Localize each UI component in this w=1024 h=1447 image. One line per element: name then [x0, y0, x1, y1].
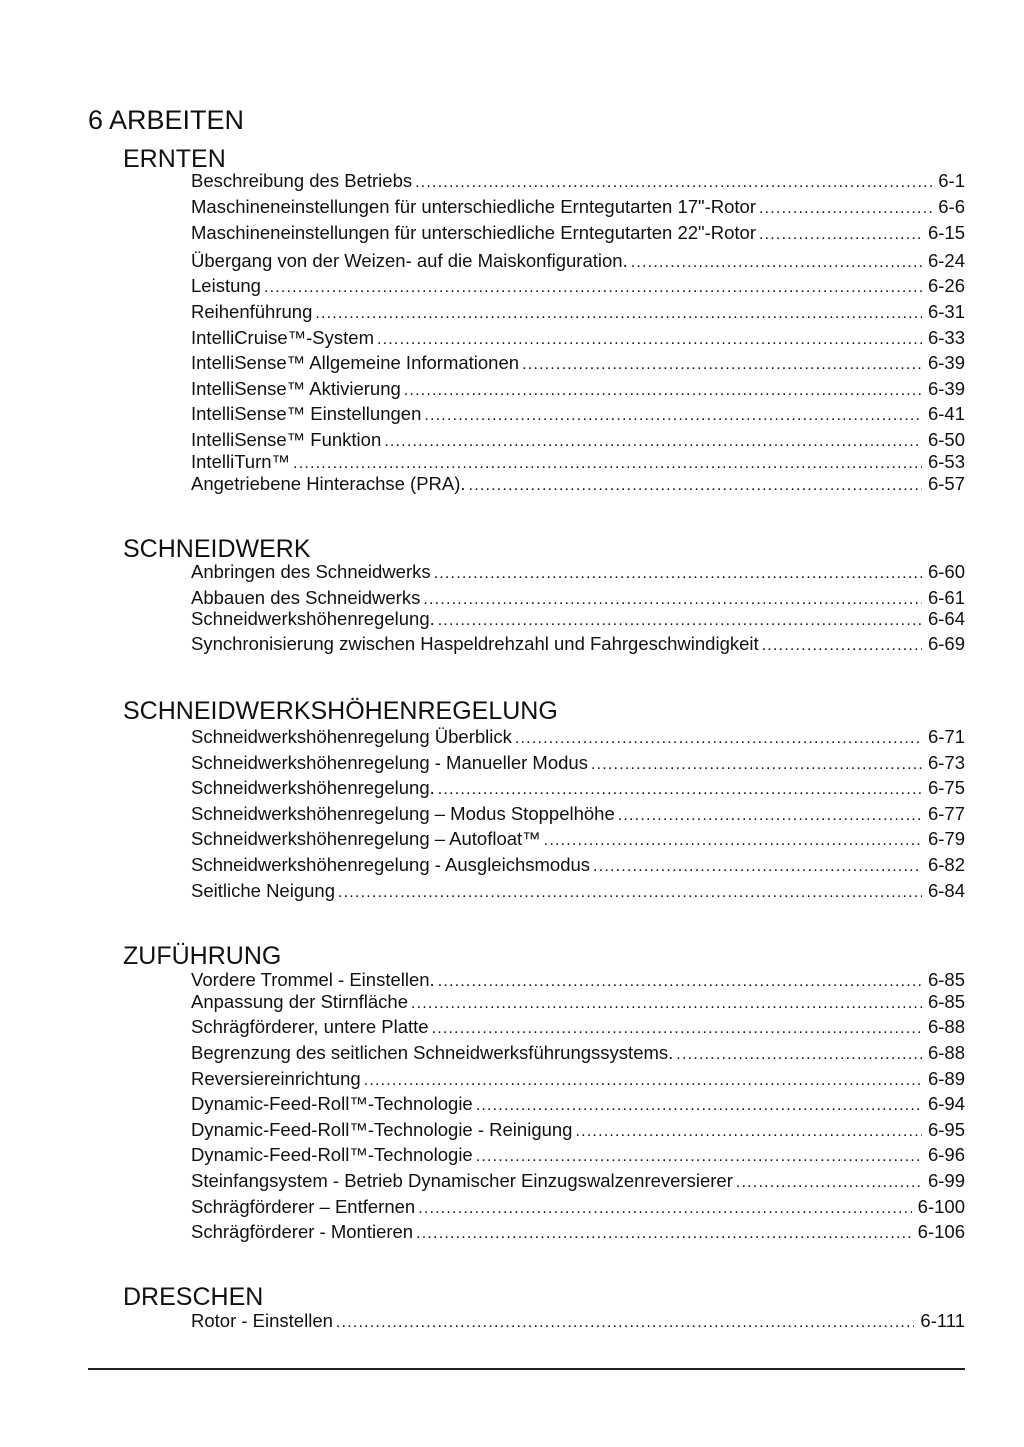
toc-entry-page: 6-24 [927, 250, 965, 271]
dot-leader [293, 453, 922, 475]
toc-entry-label: Schneidwerkshöhenregelung - Ausgleichsmodus [191, 854, 591, 875]
toc-entry[interactable] [191, 752, 965, 774]
dot-leader [591, 754, 922, 776]
toc-entry[interactable] [191, 170, 965, 192]
toc-entry-label: Dynamic-Feed-Roll™-Technologie [191, 1093, 473, 1114]
toc-entry-label: IntelliSense™ Funktion [191, 429, 382, 450]
toc-entry[interactable] [191, 991, 965, 1013]
toc-entry-label: Begrenzung des seitlichen Schneidwerksführungssystems. [191, 1042, 674, 1063]
toc-entry-label: Beschreibung des Betriebs [191, 170, 413, 191]
toc-entry-page: 6-73 [927, 752, 965, 773]
toc-entry-page: 6-99 [927, 1170, 965, 1191]
toc-entry-page: 6-85 [927, 969, 965, 990]
toc-entry-label: Anpassung der Stirnfläche [191, 991, 408, 1012]
toc-entry-page: 6-31 [927, 301, 965, 322]
toc-entry-label: IntelliCruise™-System [191, 327, 374, 348]
toc-entry-page: 6-85 [927, 991, 965, 1012]
toc-entry-label: Anbringen des Schneidwerks [191, 561, 431, 582]
toc-entry-page: 6-111 [920, 1310, 965, 1331]
toc-entry-page: 6-60 [927, 561, 965, 582]
toc-entry-label: Synchronisierung zwischen Haspeldrehzahl und Fahrgeschwindigkeit [191, 633, 759, 654]
toc-entry-page: 6-100 [917, 1196, 965, 1217]
dot-leader [593, 856, 922, 878]
toc-entry[interactable] [191, 429, 965, 451]
toc-entry-page: 6-53 [927, 451, 965, 472]
dot-leader [522, 354, 922, 376]
toc-entry[interactable] [191, 1221, 965, 1243]
toc-entry-page: 6-88 [927, 1042, 965, 1063]
toc-entry-label: Schneidwerkshöhenregelung. [191, 777, 435, 798]
dot-leader [631, 252, 922, 274]
toc-entry-page: 6-84 [927, 880, 965, 901]
toc-entry-page: 6-39 [927, 352, 965, 373]
dot-leader [416, 1223, 912, 1245]
toc-entry-label: Dynamic-Feed-Roll™-Technologie - Reinigung [191, 1119, 573, 1140]
toc-entry[interactable] [191, 880, 965, 902]
toc-entry-page: 6-69 [927, 633, 965, 654]
dot-leader [338, 882, 922, 904]
toc-entry[interactable] [191, 726, 965, 748]
dot-leader [759, 224, 922, 246]
toc-entry-label: Seitliche Neigung [191, 880, 335, 901]
toc-entry[interactable] [191, 275, 965, 297]
dot-leader [469, 475, 922, 497]
toc-entry-label: Vordere Trommel - Einstellen. [191, 969, 435, 990]
section-heading-zufuehrung: ZUFÜHRUNG [123, 942, 282, 970]
dot-leader [438, 779, 922, 801]
dot-leader [432, 1018, 922, 1040]
toc-entry-label: Schneidwerkshöhenregelung – Autofloat™ [191, 828, 541, 849]
dot-leader [424, 405, 922, 427]
toc-entry-page: 6-94 [927, 1093, 965, 1114]
toc-entry[interactable] [191, 1042, 965, 1064]
toc-entry[interactable] [191, 561, 965, 583]
toc-entry-page: 6-77 [927, 803, 965, 824]
toc-entry[interactable] [191, 633, 965, 655]
dot-leader [762, 635, 922, 657]
toc-entry-page: 6-96 [927, 1144, 965, 1165]
toc-entry[interactable] [191, 587, 965, 609]
toc-entry-page: 6-79 [927, 828, 965, 849]
chapter-title: 6 ARBEITEN [88, 105, 245, 135]
dot-leader [415, 172, 932, 194]
toc-entry-label: Angetriebene Hinterachse (PRA). [191, 473, 466, 494]
dot-leader [438, 610, 922, 632]
dot-leader [575, 1121, 921, 1143]
toc-entry[interactable] [191, 1093, 965, 1115]
dot-leader [544, 830, 922, 852]
toc-entry[interactable] [191, 222, 965, 244]
toc-entry-label: Maschineneinstellungen für unterschiedliche Erntegutarten 17"-Rotor [191, 196, 756, 217]
dot-leader [418, 1198, 911, 1220]
toc-entry-page: 6-95 [927, 1119, 965, 1140]
toc-entry[interactable] [191, 777, 965, 799]
toc-entry-page: 6-39 [927, 378, 965, 399]
toc-entry-label: Abbauen des Schneidwerks [191, 587, 421, 608]
toc-entry-page: 6-64 [927, 608, 965, 629]
toc-entry[interactable] [191, 327, 965, 349]
dot-leader [476, 1095, 922, 1117]
dot-leader [434, 563, 922, 585]
toc-entry-page: 6-106 [917, 1221, 965, 1242]
dot-leader [515, 728, 922, 750]
section-heading-schneidwerkshoehenregelung: SCHNEIDWERKSHÖHENREGELUNG [123, 697, 558, 725]
toc-entry[interactable] [191, 1310, 965, 1332]
toc-entry[interactable] [191, 301, 965, 323]
section-heading-ernten: ERNTEN [123, 145, 226, 173]
toc-entry-label: Steinfangsystem - Betrieb Dynamischer Einzugswalzenreversierer [191, 1170, 733, 1191]
toc-entry-page: 6-61 [927, 587, 965, 608]
toc-entry-page: 6-88 [927, 1016, 965, 1037]
toc-entry[interactable] [191, 250, 965, 272]
toc-entry[interactable] [191, 969, 965, 991]
toc-entry-page: 6-89 [927, 1068, 965, 1089]
toc-entry-label: Übergang von der Weizen- auf die Maiskonfiguration. [191, 250, 628, 271]
dot-leader [759, 198, 932, 220]
dot-leader [676, 1044, 922, 1066]
dot-leader [438, 971, 922, 993]
toc-entry-page: 6-82 [927, 854, 965, 875]
dot-leader [411, 993, 922, 1015]
toc-entry-label: Schneidwerkshöhenregelung Überblick [191, 726, 512, 747]
toc-entry[interactable] [191, 803, 965, 825]
toc-entry-label: Rotor - Einstellen [191, 1310, 333, 1331]
toc-entry-label: Reversiereinrichtung [191, 1068, 361, 1089]
toc-entry[interactable] [191, 1068, 965, 1090]
toc-entry-label: IntelliTurn™ [191, 451, 291, 472]
toc-entry[interactable] [191, 1119, 965, 1141]
toc-entry-page: 6-26 [927, 275, 965, 296]
toc-entry-page: 6-71 [927, 726, 965, 747]
footer-divider [88, 1368, 965, 1370]
toc-entry-label: Schrägförderer - Montieren [191, 1221, 414, 1242]
dot-leader [377, 329, 922, 351]
toc-entry-label: Schneidwerkshöhenregelung. [191, 608, 435, 629]
toc-entry-page: 6-33 [927, 327, 965, 348]
toc-entry-page: 6-1 [938, 170, 965, 191]
dot-leader [476, 1146, 922, 1168]
toc-entry-label: Schneidwerkshöhenregelung – Modus Stoppelhöhe [191, 803, 615, 824]
toc-entry-label: IntelliSense™ Einstellungen [191, 403, 422, 424]
toc-entry-label: Maschineneinstellungen für unterschiedliche Erntegutarten 22"-Rotor [191, 222, 756, 243]
dot-leader [618, 805, 922, 827]
toc-entry-label: Reihenführung [191, 301, 313, 322]
toc-entry-label: IntelliSense™ Aktivierung [191, 378, 401, 399]
toc-entry-label: Schrägförderer, untere Platte [191, 1016, 429, 1037]
dot-leader [736, 1172, 922, 1194]
toc-entry[interactable] [191, 451, 965, 473]
dot-leader [264, 277, 922, 299]
dot-leader [364, 1070, 922, 1092]
toc-entry-label: Schneidwerkshöhenregelung - Manueller Modus [191, 752, 588, 773]
dot-leader [404, 380, 922, 402]
toc-entry[interactable] [191, 1170, 965, 1192]
toc-entry-label: Dynamic-Feed-Roll™-Technologie [191, 1144, 473, 1165]
toc-entry[interactable] [191, 1016, 965, 1038]
toc-entry-page: 6-41 [927, 403, 965, 424]
toc-entry[interactable] [191, 1144, 965, 1166]
toc-entry-label: IntelliSense™ Allgemeine Informationen [191, 352, 520, 373]
toc-entry-label: Leistung [191, 275, 261, 296]
toc-entry[interactable] [191, 1196, 965, 1218]
dot-leader [384, 431, 922, 453]
toc-entry[interactable] [191, 352, 965, 374]
toc-entry[interactable] [191, 473, 965, 495]
dot-leader [315, 303, 922, 325]
toc-entry[interactable] [191, 378, 965, 400]
toc-entry-page: 6-6 [938, 196, 965, 217]
toc-entry-page: 6-75 [927, 777, 965, 798]
toc-entry-label: Schrägförderer – Entfernen [191, 1196, 416, 1217]
toc-entry[interactable] [191, 196, 965, 218]
toc-entry-page: 6-50 [927, 429, 965, 450]
toc-entry[interactable] [191, 828, 965, 850]
dot-leader [336, 1312, 915, 1334]
toc-entry-page: 6-57 [927, 473, 965, 494]
toc-entry[interactable] [191, 403, 965, 425]
section-heading-dreschen: DRESCHEN [123, 1283, 264, 1311]
section-heading-schneidwerk: SCHNEIDWERK [123, 535, 311, 563]
toc-entry[interactable] [191, 854, 965, 876]
toc-entry[interactable] [191, 608, 965, 630]
toc-entry-page: 6-15 [927, 222, 965, 243]
